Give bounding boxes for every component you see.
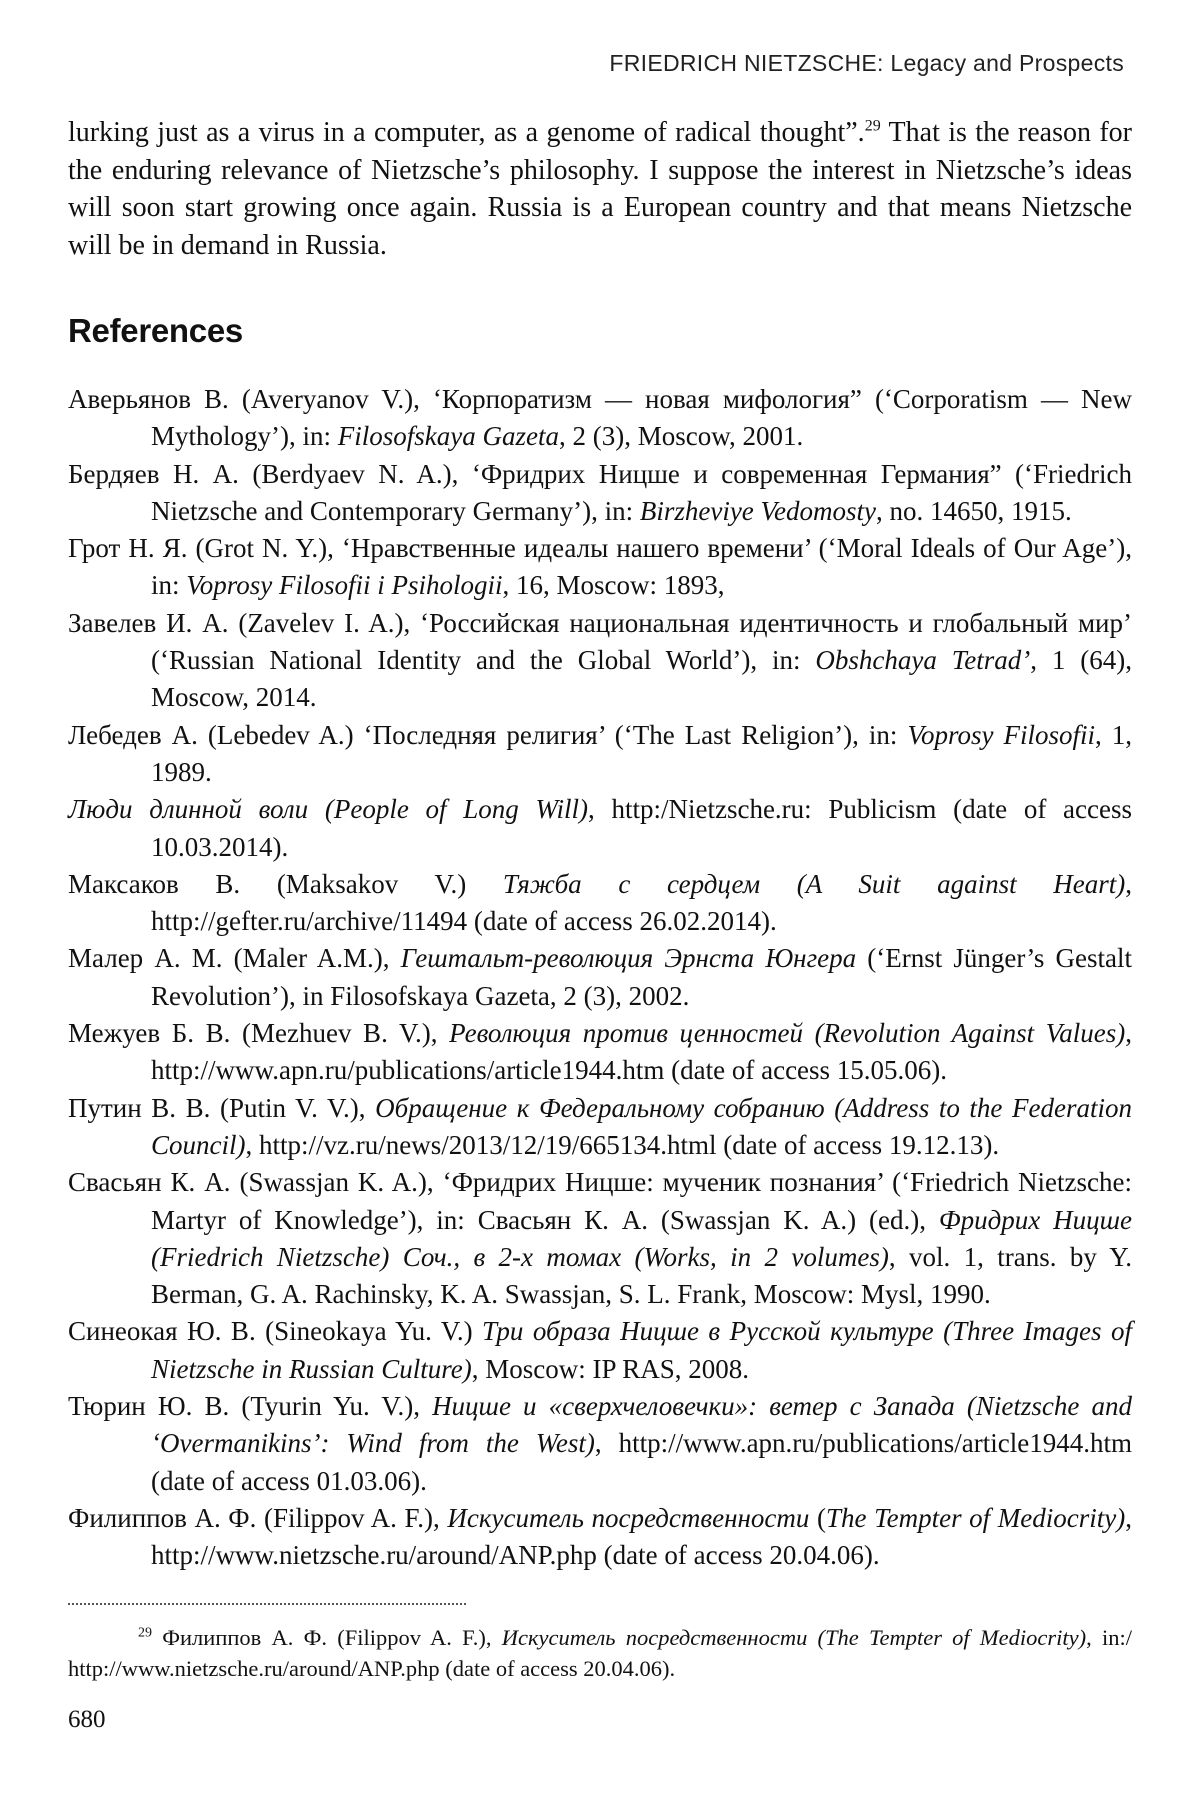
reference-item: Синеокая Ю. В. (Sineokaya Yu. V.) Три образа Ницше в Русской культуре (Three Images of Nietzsche in Russian Culture), Moscow: IP RAS, 2008.: [68, 1316, 1132, 1384]
reference-item: Люди длинной воли (People of Long Will), http:/Nietzsche.ru: Publicism (date of access 10.03.2014).: [68, 794, 1132, 862]
reference-list: [68, 381, 1132, 1575]
running-header: FRIEDRICH NIETZSCHE: Legacy and Prospects: [609, 50, 1124, 76]
intro-text-after-note: That is the reason for the enduring relevance of Nietzsche’s philosophy. I suppose the interest in Nietzsche’s ideas will soon start growing once again. Russia is a European country and that means Nietzsche will be in demand in Russia.: [68, 117, 1132, 261]
page-number: 680: [68, 1706, 106, 1733]
reference-item: Бердяев Н. А. (Berdyaev N. A.), ‘Фридрих Ницше и современная Германия” (‘Friedrich Nietzsche and Contemporary Germany’), in: Birzheviye Vedomosty, no. 14650, 1915.: [68, 458, 1132, 526]
reference-item: Грот Н. Я. (Grot N. Y.), ‘Нравственные идеалы нашего времени’ (‘Moral Ideals of Our Age’), in: Voprosy Filosofii i Psihologii, 16, Moscow: 1893,: [68, 533, 1132, 601]
footnote: $^{29}$ Филиппов А. Ф. (Filippov A. F.), Искуситель посредственности (The Tempter of Mediocrity), in:/ http://www.nietzsche.ru/around/ANP.php (date of access 20.04.06).: [68, 1625, 1132, 1681]
reference-item: Межуев Б. В. (Mezhuev B. V.), Революция против ценностей (Revolution Against Values), http://www.apn.ru/publications/article1944.htm (date of access 15.05.06).: [68, 1018, 1132, 1086]
reference-item: Максаков В. (Maksakov V.) Тяжба с сердцем (A Suit against Heart), http://gefter.ru/archive/11494 (date of access 26.02.2014).: [68, 868, 1132, 937]
intro-text-before-note: lurking just as a virus in a computer, as a genome of radical thought”.: [68, 117, 865, 148]
intro-paragraph: [68, 114, 1132, 264]
reference-item: Малер А. М. (Maler A.M.), Гештальт-революция Эрнста Юнгера (‘Ernst Jünger’s Gestalt Revolution’), in Filosofskaya Gazeta, 2 (3), 2002.: [68, 943, 1132, 1011]
footnote-reference-mark: 29: [864, 117, 881, 135]
reference-item: Филиппов А. Ф. (Filippov A. F.), Искуситель посредственности (The Tempter of Mediocrity), http://www.nietzsche.ru/around/ANP.php (date of access 20.04.06).: [68, 1502, 1132, 1571]
footnote-number: 29: [138, 1625, 152, 1641]
reference-item: Завелев И. А. (Zavelev I. A.), ‘Российская национальная идентичность и глобальный мир’ (‘Russian National Identity and the Global World’), in: Obshchaya Tetrad’, 1 (64), Moscow, 2014.: [68, 607, 1132, 713]
reference-item: Аверьянов В. (Averyanov V.), ‘Корпоратизм — новая мифология” (‘Corporatism — New Mythology’), in: Filosofskaya Gazeta, 2 (3), Moscow, 2001.: [68, 384, 1132, 452]
reference-item: Путин В. В. (Putin V. V.), Обращение к Федеральному собранию (Address to the Federation Council), http://vz.ru/news/2013/12/19/665134.html (date of access 19.12.13).: [68, 1092, 1132, 1160]
reference-item: Лебедев А. (Lebedev A.) ‘Последняя религия’ (‘The Last Religion’), in: Voprosy Filosofii, 1, 1989.: [68, 719, 1132, 787]
footnote-divider: [68, 1603, 466, 1605]
reference-item: Тюрин Ю. В. (Tyurin Yu. V.), Ницше и «сверхчеловечки»: ветер с Запада (Nietzsche and ‘Overmanikins’: Wind from the West), http://www.apn.ru/publications/article1944.htm (date of access 01.03.06).: [68, 1391, 1132, 1496]
reference-item: Свасьян К. А. (Swassjan K. A.), ‘Фридрих Ницше: мученик познания’ (‘Friedrich Nietzsche: Martyr of Knowledge’), in: Свасьян К. А. (Swassjan K. A.) (ed.), Фридрих Ницше (Friedrich Nietzsche) Соч., в 2-х томах (Works, in 2 volumes), vol. 1, trans. by Y. Berman, G. A. Rachinsky, K. A. Swassjan, S. L. Frank, Moscow: Mysl, 1990.: [68, 1167, 1132, 1310]
references-heading: References: [68, 312, 243, 349]
